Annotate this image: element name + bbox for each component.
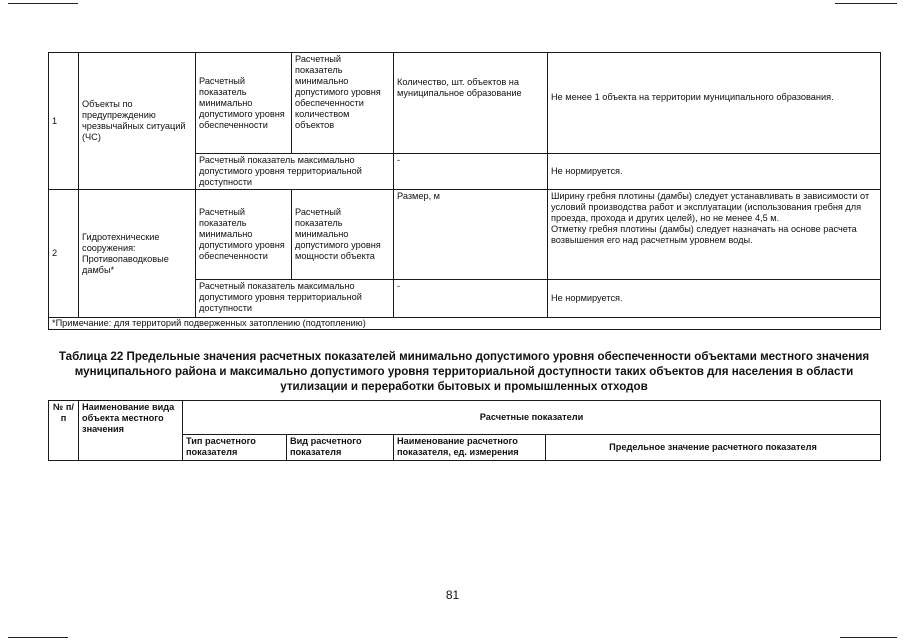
indicator-type-max: Расчетный показатель максимально допустимого уровня территориальной доступности	[196, 280, 394, 318]
table-22-header	[48, 400, 881, 461]
indicator-kind: Расчетный показатель минимально допустимого уровня мощности объекта	[292, 190, 394, 280]
page-number: 81	[445, 588, 460, 602]
table-row	[49, 190, 881, 280]
scan-edge-mark	[8, 3, 78, 4]
indicator-kind: Расчетный показатель минимально допустимого уровня обеспеченности количеством объектов	[292, 53, 394, 154]
table-note-row	[49, 318, 881, 330]
header-indicators-group: Расчетные показатели	[183, 401, 881, 435]
header-number: № п/п	[49, 401, 79, 461]
table-note: *Примечание: для территорий подверженных затоплению (подтоплению)	[49, 318, 881, 330]
indicator-type: Расчетный показатель минимально допустимого уровня обеспеченности	[196, 53, 292, 154]
object-name: Гидротехнические сооружения: Противопаводковые дамбы*	[79, 190, 196, 318]
table-caption: Таблица 22 Предельные значения расчетных показателей минимально допустимого уровня обеспеченности объектами местного значения муниципального района и максимально допустимого уровня территориальной доступности таких объектов для населения в области утилизации и переработки бытовых и промышленных отходов	[58, 350, 870, 393]
indicator-unit: Количество, шт. объектов на муниципальное образование	[394, 53, 548, 154]
header-object-name: Наименование вида объекта местного значения	[79, 401, 183, 461]
row-number: 1	[49, 53, 79, 190]
indicator-value: Не менее 1 объекта на территории муниципального образования.	[548, 53, 881, 154]
header-indicator-name-unit: Наименование расчетного показателя, ед. измерения	[394, 435, 546, 461]
header-row	[49, 401, 881, 435]
scan-edge-mark	[835, 3, 897, 4]
indicator-value: Ширину гребня плотины (дамбы) следует устанавливать в зависимости от условий производства работ и эксплуатации (использования гребня для проезда, прохода и других целей), но не менее 4,5 м. Отметку гребня плотины (дамбы) следует назначать на основе расчета возвышения его над расчетным уровнем воды.	[548, 190, 881, 280]
indicator-unit: -	[394, 280, 548, 318]
header-limit-value: Предельное значение расчетного показателя	[546, 435, 881, 461]
scan-edge-mark	[8, 637, 68, 638]
row-number: 2	[49, 190, 79, 318]
indicator-value: Не нормируется.	[548, 154, 881, 190]
indicator-type: Расчетный показатель минимально допустимого уровня обеспеченности	[196, 190, 292, 280]
indicator-unit: -	[394, 154, 548, 190]
indicator-value: Не нормируется.	[548, 280, 881, 318]
scan-edge-mark	[840, 637, 897, 638]
norms-table-continued	[48, 52, 881, 330]
table-row	[49, 53, 881, 154]
indicator-unit: Размер, м	[394, 190, 548, 280]
object-name: Объекты по предупреждению чрезвычайных ситуаций (ЧС)	[79, 53, 196, 190]
header-indicator-type: Тип расчетного показателя	[183, 435, 287, 461]
indicator-type-max: Расчетный показатель максимально допустимого уровня территориальной доступности	[196, 154, 394, 190]
header-indicator-kind: Вид расчетного показателя	[287, 435, 394, 461]
